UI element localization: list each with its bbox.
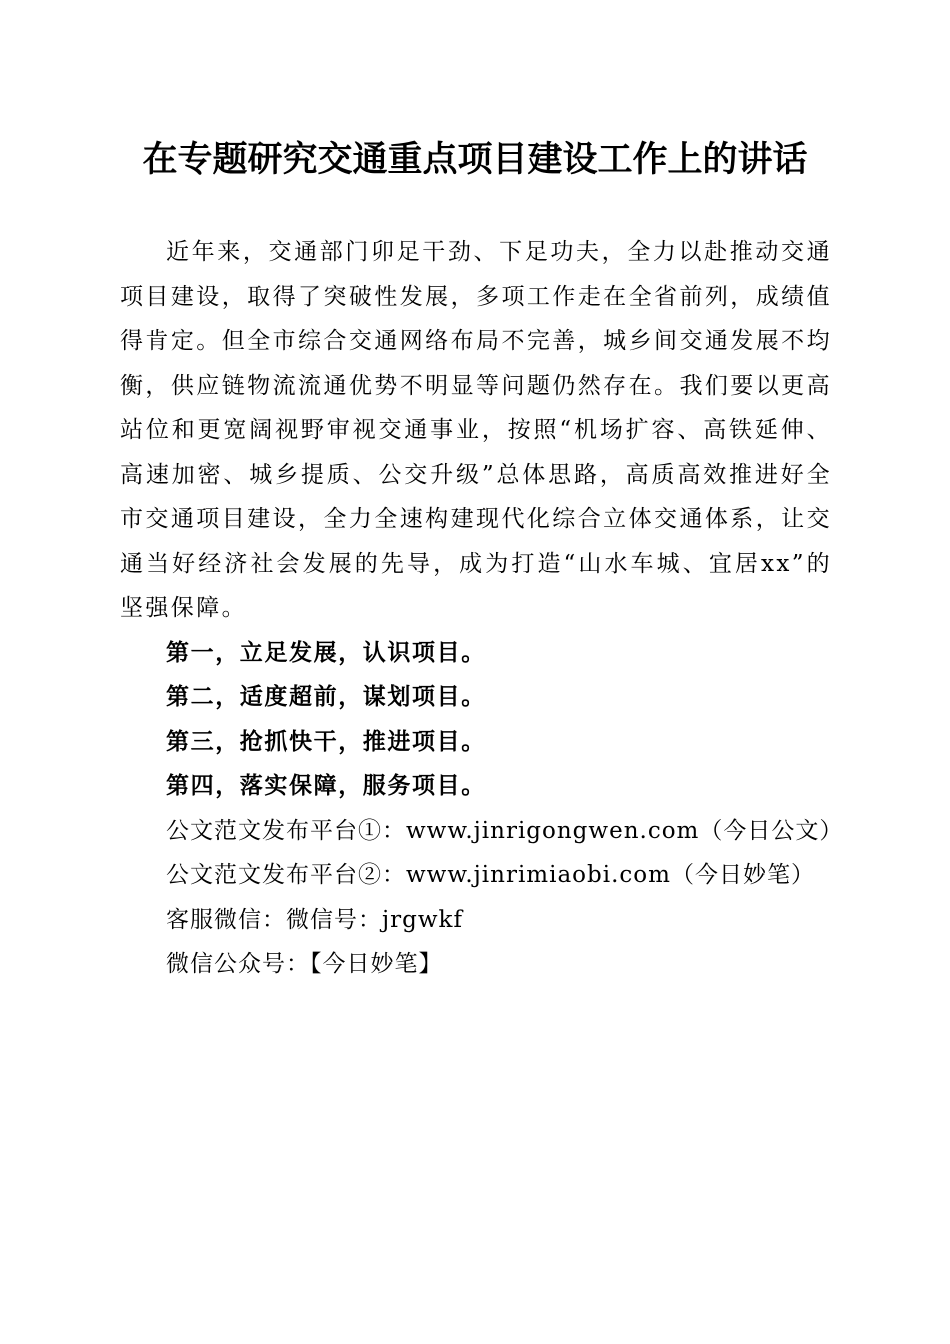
document-title: 在专题研究交通重点项目建设工作上的讲话 (142, 139, 808, 180)
customer-service-wechat: 客服微信：微信号：jrgwkf (166, 906, 463, 933)
publish-platform-2: 公文范文发布平台②：www.jinrimiaobi.com（今日妙笔） (166, 862, 815, 888)
publish-platform-1: 公文范文发布平台①：www.jinrigongwen.com（今日公文） (166, 817, 844, 844)
wechat-official-account: 微信公众号：【今日妙笔】 (166, 951, 443, 977)
intro-paragraph: 近年来，交通部门卯足干劲、下足功夫，全力以赴推动交通项目建设，取得了突破性发展，多项工作走在全省前列，成绩值得肯定。但全市综合交通网络布局不完善，城乡间交通发展不均衡，供应链物流流通优势不明显等问题仍然存在。我们要以更高站位和更宽阔视野审视交通事业，按照“机场扩容、高铁延伸、高速加密、城乡提质、公交升级”总体思路，高质高效推进好全市交通项目建设，全力全速构建现代化综合立体交通体系，让交通当好经济社会发展的先导，成为打造“山水车城、宜居xx”的坚强保障。 (120, 239, 832, 621)
point-2: 第二，适度超前，谋划项目。 (166, 683, 486, 710)
point-1: 第一，立足发展，认识项目。 (166, 638, 486, 666)
point-3: 第三，抢抓快干，推进项目。 (166, 727, 486, 755)
document-body (120, 230, 844, 987)
point-4: 第四，落实保障，服务项目。 (166, 772, 486, 799)
